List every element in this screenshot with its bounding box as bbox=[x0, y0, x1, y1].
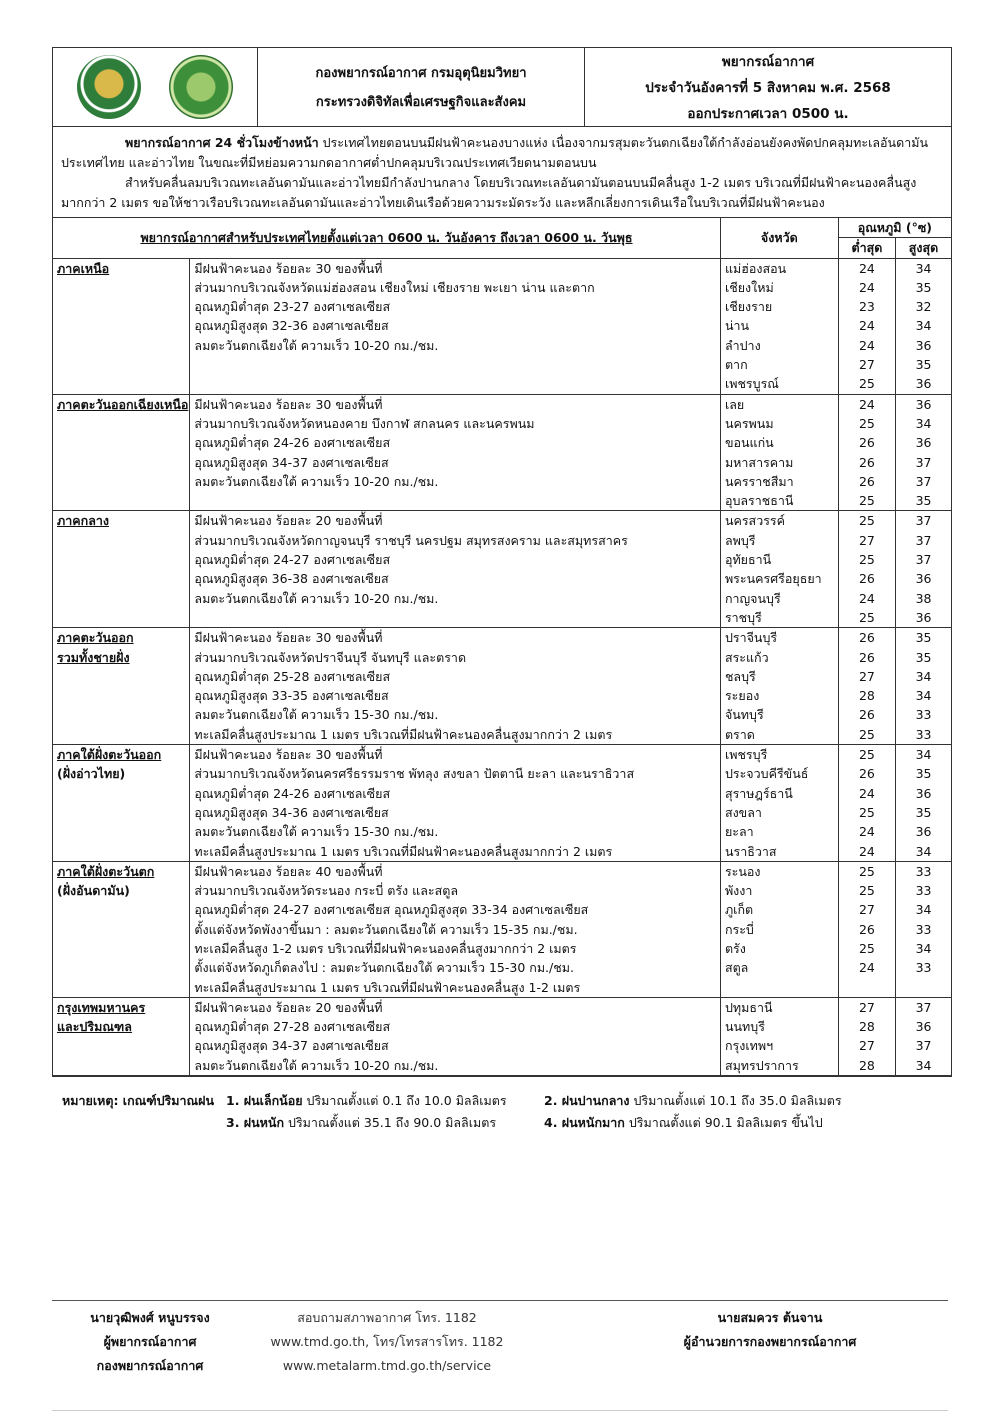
region-name-cell bbox=[53, 861, 190, 997]
org-line-2: กระทรวงดิจิทัลเพื่อเศรษฐกิจและสังคม bbox=[315, 95, 527, 110]
province-cell bbox=[720, 745, 838, 862]
min-temp: 24 bbox=[858, 960, 875, 976]
province-name: ตาก bbox=[724, 357, 748, 373]
max-temp: 34 bbox=[915, 260, 932, 276]
max-temp-cell bbox=[896, 745, 951, 862]
region-forecast-cell bbox=[190, 511, 721, 628]
region-name: และปริมณฑล bbox=[57, 1019, 132, 1035]
logo-area bbox=[53, 48, 258, 126]
region-row bbox=[53, 997, 951, 1075]
forecast-line: มีฝนฟ้าคะนอง ร้อยละ 40 ของพื้นที่ bbox=[194, 863, 383, 879]
region-forecast-cell bbox=[190, 997, 721, 1075]
max-temp-cell bbox=[896, 997, 951, 1075]
max-temp: 36 bbox=[915, 396, 932, 412]
rain-criteria-note bbox=[62, 1090, 842, 1134]
min-temp: 27 bbox=[858, 1038, 875, 1054]
province-name: สงขลา bbox=[724, 804, 762, 820]
max-temp: 35 bbox=[915, 766, 932, 782]
min-temp: 23 bbox=[858, 299, 875, 315]
province-name: ตราด bbox=[724, 726, 755, 742]
forecast-line: ส่วนมากบริเวณจังหวัดกาญจนบุรี ราชบุรี นครปฐม สมุทรสงคราม และสมุทรสาคร bbox=[194, 532, 628, 548]
organization-name bbox=[258, 48, 585, 126]
min-temp: 26 bbox=[858, 473, 875, 489]
province-name: ลำปาง bbox=[724, 337, 761, 353]
max-temp-cell bbox=[896, 861, 951, 997]
forecast-line: ทะเลมีคลื่นสูงประมาณ 1 เมตร บริเวณที่มีฝนฟ้าคะนองคลื่นสูง 1-2 เมตร bbox=[194, 979, 581, 995]
forecast-line: ลมตะวันตกเฉียงใต้ ความเร็ว 10-20 กม./ชม. bbox=[194, 590, 439, 606]
province-name: พระนครศรีอยุธยา bbox=[724, 571, 822, 587]
province-header: จังหวัด bbox=[720, 218, 838, 258]
region-row bbox=[53, 628, 951, 745]
max-temp: 34 bbox=[915, 747, 932, 763]
province-name: ลพบุรี bbox=[724, 532, 756, 548]
note-item-2-title: 2. ฝนปานกลาง bbox=[544, 1093, 630, 1108]
min-temp: 26 bbox=[858, 435, 875, 451]
min-temp: 24 bbox=[858, 843, 875, 859]
province-cell bbox=[720, 628, 838, 745]
forecast-line: ตั้งแต่จังหวัดภูเก็ตลงไป : ลมตะวันตกเฉียงใต้ ความเร็ว 15-30 กม./ชม. bbox=[194, 960, 574, 976]
forecast-line: มีฝนฟ้าคะนอง ร้อยละ 30 ของพื้นที่ bbox=[194, 260, 383, 276]
forecast-line: อุณหภูมิสูงสุด 33-35 องศาเซลเซียส bbox=[194, 688, 389, 704]
region-name: รวมทั้งชายฝั่ง bbox=[57, 649, 130, 665]
forecast-line: ส่วนมากบริเวณจังหวัดปราจีนบุรี จันทบุรี และตราด bbox=[194, 649, 467, 665]
note-item-1-title: 1. ฝนเล็กน้อย bbox=[226, 1093, 303, 1108]
summary-lead: พยากรณ์อากาศ 24 ชั่วโมงข้างหน้า bbox=[125, 135, 319, 150]
max-temp: 37 bbox=[915, 552, 932, 568]
max-temp: 34 bbox=[915, 940, 932, 956]
forecast-line: อุณหภูมิสูงสุด 34-37 องศาเซลเซียส bbox=[194, 1038, 389, 1054]
note-item-3: ปริมาณตั้งแต่ 35.1 ถึง 90.0 มิลลิเมตร bbox=[284, 1115, 497, 1130]
max-temp: 34 bbox=[915, 415, 932, 431]
max-temp: 32 bbox=[915, 299, 932, 315]
province-name: ขอนแก่น bbox=[724, 435, 774, 451]
forecast-line: ทะเลมีคลื่นสูงประมาณ 1 เมตร บริเวณที่มีฝนฟ้าคะนองคลื่นสูงมากกว่า 2 เมตร bbox=[194, 843, 613, 859]
max-temp: 36 bbox=[915, 435, 932, 451]
region-forecast-cell bbox=[190, 628, 721, 745]
min-temp: 26 bbox=[858, 454, 875, 470]
director-signature bbox=[640, 1306, 900, 1354]
max-temp: 33 bbox=[915, 726, 932, 742]
forecast-line: มีฝนฟ้าคะนอง ร้อยละ 30 ของพื้นที่ bbox=[194, 630, 383, 646]
max-temp: 34 bbox=[915, 902, 932, 918]
max-temp: 37 bbox=[915, 532, 932, 548]
region-name: ภาคใต้ฝั่งตะวันออก bbox=[57, 747, 162, 763]
forecast-document bbox=[52, 47, 952, 1077]
min-temp: 24 bbox=[858, 396, 875, 412]
min-temp-cell bbox=[838, 258, 895, 394]
contact-website[interactable]: www.tmd.go.th, โทร/โทรสารโทร. 1182 bbox=[270, 1334, 504, 1349]
max-temp: 36 bbox=[915, 376, 932, 392]
min-temp: 25 bbox=[858, 552, 875, 568]
region-row bbox=[53, 745, 951, 862]
province-name: ชลบุรี bbox=[724, 668, 756, 684]
max-temp-cell bbox=[896, 628, 951, 745]
max-temp: 35 bbox=[915, 630, 932, 646]
min-temp: 28 bbox=[858, 1019, 875, 1035]
region-subname: (ฝั่งอ่าวไทย) bbox=[57, 766, 126, 782]
temperature-header: อุณหภูมิ (°ซ) bbox=[838, 218, 951, 238]
forecast-line: ตั้งแต่จังหวัดพังงาขึ้นมา : ลมตะวันตกเฉียงใต้ ความเร็ว 15-35 กม./ชม. bbox=[194, 921, 578, 937]
min-temp: 24 bbox=[858, 337, 875, 353]
province-name: ปราจีนบุรี bbox=[724, 630, 778, 646]
province-name: สุราษฎร์ธานี bbox=[724, 785, 793, 801]
min-temp: 27 bbox=[858, 668, 875, 684]
province-name: นครพนม bbox=[724, 415, 774, 431]
province-name: จันทบุรี bbox=[724, 707, 764, 723]
summary-paragraph-1 bbox=[61, 133, 943, 173]
forecast-line: อุณหภูมิต่ำสุด 24-27 องศาเซลเซียส อุณหภูมิสูงสุด 33-34 องศาเซลเซียส bbox=[194, 902, 589, 918]
max-temp: 33 bbox=[915, 707, 932, 723]
province-name: สมุทรปราการ bbox=[724, 1057, 799, 1073]
region-row bbox=[53, 394, 951, 511]
province-name: นครราชสีมา bbox=[724, 473, 794, 489]
note-item-3-title: 3. ฝนหนัก bbox=[226, 1115, 285, 1130]
forecast-summary bbox=[53, 127, 951, 218]
max-temp: 33 bbox=[915, 921, 932, 937]
region-row bbox=[53, 511, 951, 628]
max-temp: 34 bbox=[915, 688, 932, 704]
province-name: สระแก้ว bbox=[724, 649, 769, 665]
forecast-line: มีฝนฟ้าคะนอง ร้อยละ 20 ของพื้นที่ bbox=[194, 999, 383, 1015]
title-line-3: ออกประกาศเวลา 0500 น. bbox=[687, 106, 849, 122]
min-temp: 24 bbox=[858, 590, 875, 606]
min-temp: 24 bbox=[858, 279, 875, 295]
forecast-line: อุณหภูมิต่ำสุด 23-27 องศาเซลเซียส bbox=[194, 299, 391, 315]
min-temp-cell bbox=[838, 511, 895, 628]
forecast-line: มีฝนฟ้าคะนอง ร้อยละ 30 ของพื้นที่ bbox=[194, 747, 383, 763]
page-bottom-divider bbox=[52, 1410, 948, 1411]
min-temp: 25 bbox=[858, 376, 875, 392]
region-row bbox=[53, 861, 951, 997]
note-item-4-title: 4. ฝนหนักมาก bbox=[544, 1115, 625, 1130]
forecast-line: มีฝนฟ้าคะนอง ร้อยละ 20 ของพื้นที่ bbox=[194, 513, 383, 529]
forecast-line: มีฝนฟ้าคะนอง ร้อยละ 30 ของพื้นที่ bbox=[194, 396, 383, 412]
min-temp: 25 bbox=[858, 863, 875, 879]
max-temp: 36 bbox=[915, 785, 932, 801]
region-name-cell bbox=[53, 258, 190, 394]
max-temp: 34 bbox=[915, 1057, 932, 1073]
region-name-cell bbox=[53, 511, 190, 628]
min-temp: 24 bbox=[858, 824, 875, 840]
min-temp: 24 bbox=[858, 785, 875, 801]
min-temp: 25 bbox=[858, 609, 875, 625]
min-temp: 25 bbox=[858, 883, 875, 899]
min-temp: 25 bbox=[858, 493, 875, 509]
forecast-table bbox=[53, 218, 951, 1076]
ministry-logo-icon bbox=[77, 55, 141, 119]
max-temp-cell bbox=[896, 258, 951, 394]
document-title bbox=[585, 48, 951, 126]
min-temp: 26 bbox=[858, 571, 875, 587]
max-temp: 35 bbox=[915, 357, 932, 373]
province-name: มหาสารคาม bbox=[724, 454, 794, 470]
province-name: ตรัง bbox=[724, 940, 746, 956]
min-temp: 27 bbox=[858, 532, 875, 548]
min-temp: 26 bbox=[858, 649, 875, 665]
max-temp: 36 bbox=[915, 1019, 932, 1035]
note-item-4: ปริมาณตั้งแต่ 90.1 มิลลิเมตร ขึ้นไป bbox=[624, 1115, 823, 1130]
forecast-line: ลมตะวันตกเฉียงใต้ ความเร็ว 10-20 กม./ชม. bbox=[194, 1057, 439, 1073]
max-temp-cell bbox=[896, 394, 951, 511]
forecast-line: อุณหภูมิสูงสุด 34-37 องศาเซลเซียส bbox=[194, 454, 389, 470]
province-name: อุบลราชธานี bbox=[724, 493, 794, 509]
forecast-line: อุณหภูมิต่ำสุด 27-28 องศาเซลเซียส bbox=[194, 1019, 391, 1035]
summary-text-1: ประเทศไทยตอนบนมีฝนฟ้าคะนองบางแห่ง เนื่องจากมรสุมตะวันตกเฉียงใต้กำลังอ่อนยังคงพัดปกคลุมทะเลอันดามัน ประเทศไทย และอ่าวไทย ในขณะที่มีหย่อมความกดอากาศต่ำปกคลุมบริเวณประเทศเวียดนามตอนบน bbox=[61, 135, 929, 170]
province-cell bbox=[720, 394, 838, 511]
max-temp: 36 bbox=[915, 609, 932, 625]
province-name: เพชรบูรณ์ bbox=[724, 376, 779, 392]
region-name: ภาคตะวันออกเฉียงเหนือ bbox=[57, 396, 189, 412]
contact-info bbox=[262, 1306, 512, 1378]
region-name-cell bbox=[53, 628, 190, 745]
province-name: พังงา bbox=[724, 883, 753, 899]
max-temp: 35 bbox=[915, 804, 932, 820]
min-temp-header: ต่ำสุด bbox=[838, 238, 895, 258]
province-name: เพชรบุรี bbox=[724, 747, 768, 763]
max-temp: 33 bbox=[915, 863, 932, 879]
forecast-line: อุณหภูมิต่ำสุด 24-26 องศาเซลเซียส bbox=[194, 435, 391, 451]
province-name: ปทุมธานี bbox=[724, 999, 773, 1015]
max-temp-cell bbox=[896, 511, 951, 628]
min-temp: 26 bbox=[858, 707, 875, 723]
province-name: เชียงราย bbox=[724, 299, 773, 315]
forecaster-division: กองพยากรณ์อากาศ bbox=[96, 1358, 204, 1373]
forecast-line: ลมตะวันตกเฉียงใต้ ความเร็ว 10-20 กม./ชม. bbox=[194, 337, 439, 353]
forecaster-title: ผู้พยากรณ์อากาศ bbox=[103, 1334, 197, 1349]
region-subname: (ฝั่งอันดามัน) bbox=[57, 883, 130, 899]
max-temp: 37 bbox=[915, 473, 932, 489]
max-temp: 36 bbox=[915, 824, 932, 840]
forecast-line: อุณหภูมิสูงสุด 32-36 องศาเซลเซียส bbox=[194, 318, 389, 334]
max-temp: 37 bbox=[915, 1038, 932, 1054]
province-name: น่าน bbox=[724, 318, 750, 334]
director-title: ผู้อำนวยการกองพยากรณ์อากาศ bbox=[683, 1334, 857, 1349]
min-temp: 24 bbox=[858, 260, 875, 276]
region-name: ภาคตะวันออก bbox=[57, 630, 134, 646]
footer-divider bbox=[52, 1300, 948, 1301]
province-cell bbox=[720, 997, 838, 1075]
min-temp: 28 bbox=[858, 1057, 875, 1073]
min-temp-cell bbox=[838, 394, 895, 511]
region-name: ภาคกลาง bbox=[57, 513, 109, 529]
forecast-line: อุณหภูมิต่ำสุด 24-27 องศาเซลเซียส bbox=[194, 552, 391, 568]
min-temp: 26 bbox=[858, 766, 875, 782]
max-temp: 35 bbox=[915, 649, 932, 665]
min-temp-cell bbox=[838, 628, 895, 745]
province-name: ประจวบคีรีขันธ์ bbox=[724, 766, 809, 782]
max-temp: 35 bbox=[915, 279, 932, 295]
province-name: กระบี่ bbox=[724, 921, 754, 937]
document-header bbox=[53, 48, 951, 127]
max-temp: 34 bbox=[915, 668, 932, 684]
min-temp: 27 bbox=[858, 902, 875, 918]
max-temp: 35 bbox=[915, 493, 932, 509]
note-item-2: ปริมาณตั้งแต่ 10.1 ถึง 35.0 มิลลิเมตร bbox=[629, 1093, 842, 1108]
max-temp: 38 bbox=[915, 590, 932, 606]
max-temp-header: สูงสุด bbox=[896, 238, 951, 258]
forecast-line: ลมตะวันตกเฉียงใต้ ความเร็ว 15-30 กม./ชม. bbox=[194, 824, 439, 840]
region-forecast-cell bbox=[190, 258, 721, 394]
min-temp: 25 bbox=[858, 747, 875, 763]
province-name: กาญจนบุรี bbox=[724, 590, 781, 606]
forecast-line: ลมตะวันตกเฉียงใต้ ความเร็ว 10-20 กม./ชม. bbox=[194, 473, 439, 489]
title-line-2: ประจำวันอังคารที่ 5 สิงหาคม พ.ศ. 2568 bbox=[645, 80, 891, 96]
tmd-logo-icon bbox=[169, 55, 233, 119]
province-name: ระนอง bbox=[724, 863, 761, 879]
max-temp: 36 bbox=[915, 571, 932, 587]
province-name: เชียงใหม่ bbox=[724, 279, 774, 295]
province-name: นราธิวาส bbox=[724, 843, 777, 859]
region-name: ภาคใต้ฝั่งตะวันตก bbox=[57, 863, 155, 879]
min-temp: 26 bbox=[858, 921, 875, 937]
province-name: กรุงเทพฯ bbox=[724, 1038, 774, 1054]
max-temp: 33 bbox=[915, 960, 932, 976]
contact-service-link[interactable]: www.metalarm.tmd.go.th/service bbox=[282, 1358, 492, 1373]
min-temp: 25 bbox=[858, 804, 875, 820]
region-name-cell bbox=[53, 997, 190, 1075]
max-temp: 33 bbox=[915, 883, 932, 899]
province-name: ภูเก็ต bbox=[724, 902, 754, 918]
director-name: นายสมควร ต้นจาน bbox=[717, 1310, 823, 1325]
region-name: กรุงเทพมหานคร bbox=[57, 999, 146, 1015]
min-temp: 25 bbox=[858, 940, 875, 956]
min-temp: 25 bbox=[858, 513, 875, 529]
region-name-cell bbox=[53, 394, 190, 511]
max-temp: 37 bbox=[915, 999, 932, 1015]
max-temp: 36 bbox=[915, 337, 932, 353]
province-cell bbox=[720, 511, 838, 628]
max-temp: 34 bbox=[915, 843, 932, 859]
min-temp: 25 bbox=[858, 415, 875, 431]
forecast-line: ทะเลมีคลื่นสูงประมาณ 1 เมตร บริเวณที่มีฝนฟ้าคะนองคลื่นสูงมากกว่า 2 เมตร bbox=[194, 726, 613, 742]
min-temp: 28 bbox=[858, 688, 875, 704]
min-temp: 24 bbox=[858, 318, 875, 334]
min-temp: 26 bbox=[858, 630, 875, 646]
forecast-header: พยากรณ์อากาศสำหรับประเทศไทยตั้งแต่เวลา 0600 น. วันอังคาร ถึงเวลา 0600 น. วันพุธ bbox=[53, 218, 720, 258]
forecast-line: อุณหภูมิต่ำสุด 25-28 องศาเซลเซียส bbox=[194, 668, 391, 684]
min-temp: 27 bbox=[858, 999, 875, 1015]
province-name: ราชบุรี bbox=[724, 609, 762, 625]
note-label: หมายเหตุ: เกณฑ์ปริมาณฝน bbox=[62, 1093, 214, 1108]
note-item-1: ปริมาณตั้งแต่ 0.1 ถึง 10.0 มิลลิเมตร bbox=[302, 1093, 507, 1108]
region-forecast-cell bbox=[190, 745, 721, 862]
forecast-line: อุณหภูมิสูงสุด 36-38 องศาเซลเซียส bbox=[194, 571, 389, 587]
forecaster-signature bbox=[60, 1306, 240, 1378]
region-name: ภาคเหนือ bbox=[57, 260, 110, 276]
province-name: แม่ฮ่องสอน bbox=[724, 260, 787, 276]
province-cell bbox=[720, 258, 838, 394]
province-name: สตูล bbox=[724, 960, 749, 976]
forecaster-name: นายวุฒิพงศ์ หนูบรรจง bbox=[90, 1310, 210, 1325]
forecast-line: ส่วนมากบริเวณจังหวัดระนอง กระบี่ ตรัง และสตูล bbox=[194, 883, 458, 899]
min-temp-cell bbox=[838, 745, 895, 862]
min-temp-cell bbox=[838, 997, 895, 1075]
region-name-cell bbox=[53, 745, 190, 862]
region-row bbox=[53, 258, 951, 394]
max-temp: 34 bbox=[915, 318, 932, 334]
org-line-1: กองพยากรณ์อากาศ กรมอุตุนิยมวิทยา bbox=[315, 66, 527, 81]
region-forecast-cell bbox=[190, 861, 721, 997]
max-temp: 37 bbox=[915, 513, 932, 529]
forecast-line: อุณหภูมิต่ำสุด 24-26 องศาเซลเซียส bbox=[194, 785, 391, 801]
forecast-line: ทะเลมีคลื่นสูง 1-2 เมตร บริเวณที่มีฝนฟ้าคะนองคลื่นสูงมากกว่า 2 เมตร bbox=[194, 940, 577, 956]
province-cell bbox=[720, 861, 838, 997]
forecast-line: ส่วนมากบริเวณจังหวัดนครศรีธรรมราช พัทลุง สงขลา ปัตตานี ยะลา และนราธิวาส bbox=[194, 766, 635, 782]
province-name: ระยอง bbox=[724, 688, 760, 704]
min-temp: 25 bbox=[858, 726, 875, 742]
forecast-line: ลมตะวันตกเฉียงใต้ ความเร็ว 15-30 กม./ชม. bbox=[194, 707, 439, 723]
province-name: นนทบุรี bbox=[724, 1019, 765, 1035]
min-temp-cell bbox=[838, 861, 895, 997]
forecast-line: ส่วนมากบริเวณจังหวัดแม่ฮ่องสอน เชียงใหม่ เชียงราย พะเยา น่าน และตาก bbox=[194, 279, 595, 295]
max-temp: 37 bbox=[915, 454, 932, 470]
region-forecast-cell bbox=[190, 394, 721, 511]
province-name: ยะลา bbox=[724, 824, 754, 840]
min-temp: 27 bbox=[858, 357, 875, 373]
province-name: เลย bbox=[724, 396, 745, 412]
province-name: อุทัยธานี bbox=[724, 552, 772, 568]
summary-paragraph-2: สำหรับคลื่นลมบริเวณทะเลอันดามันและอ่าวไทยมีกำลังปานกลาง โดยบริเวณทะเลอันดามันตอนบนมีคลื่นสูง 1-2 เมตร บริเวณที่มีฝนฟ้าคะนองคลื่นสูงมากกว่า 2 เมตร ขอให้ชาวเรือบริเวณทะเลอันดามันและอ่าวไทยเดินเรือด้วยความระมัดระวัง และหลีกเลี่ยงการเดินเรือในบริเวณที่มีฝนฟ้าคะนอง bbox=[61, 175, 917, 210]
forecast-line: อุณหภูมิสูงสุด 34-36 องศาเซลเซียส bbox=[194, 804, 389, 820]
province-name: นครสวรรค์ bbox=[724, 513, 785, 529]
contact-phone: สอบถามสภาพอากาศ โทร. 1182 bbox=[297, 1310, 477, 1325]
forecast-line: ส่วนมากบริเวณจังหวัดหนองคาย บึงกาฬ สกลนคร และนครพนม bbox=[194, 415, 535, 431]
title-line-1: พยากรณ์อากาศ bbox=[721, 54, 815, 70]
